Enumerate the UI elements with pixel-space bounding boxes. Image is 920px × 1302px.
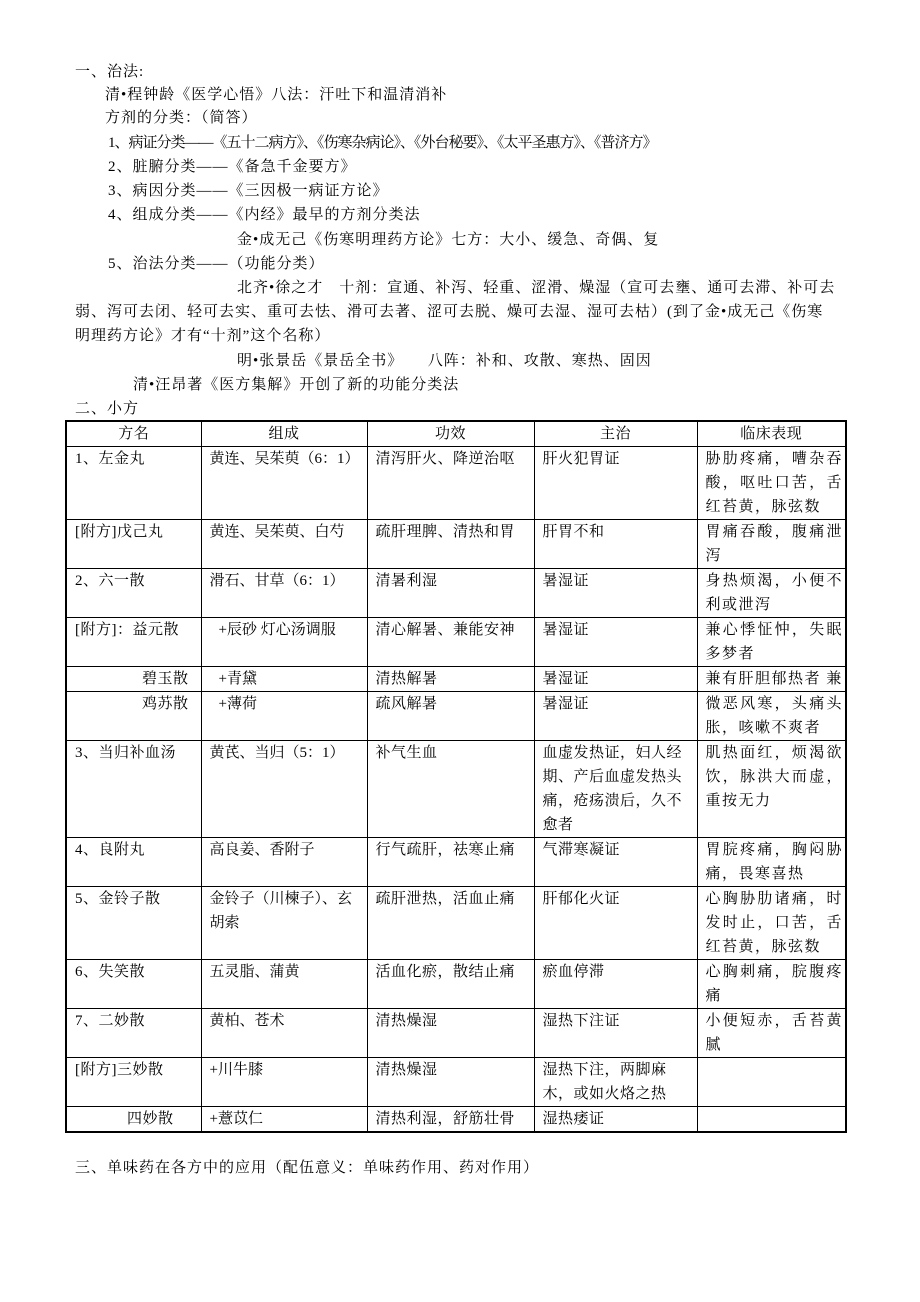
- table-row: [66, 667, 846, 692]
- cell-indication: 暑湿证: [534, 618, 697, 667]
- cell-indication: 血虚发热证，妇人经期、产后血虚发热头痛，疮疡溃后，久不愈者: [534, 741, 697, 838]
- cell-indication: 肝火犯胃证: [534, 447, 697, 520]
- cell-indication: 肝郁化火证: [534, 887, 697, 960]
- category-therapy: 5、治法分类——（功能分类）: [108, 256, 325, 272]
- table-row: [66, 520, 846, 569]
- cell-effect: 清热燥湿: [367, 1009, 534, 1058]
- cell-effect: 疏肝泄热，活血止痛: [367, 887, 534, 960]
- table-row: [66, 1009, 846, 1058]
- cell-name: [附方]三妙散: [66, 1058, 201, 1107]
- section-2-heading: 二、小方: [75, 401, 140, 417]
- cell-clinical: 小便短赤，舌苔黄腻: [697, 1009, 846, 1058]
- cell-clinical: 心胸刺痛，脘腹疼痛: [697, 960, 846, 1009]
- cell-composition: 滑石、甘草（6：1）: [201, 569, 367, 618]
- eight-arrays-line: 明•张景岳《景岳全书》 八阵：补和、攻散、寒热、固因: [237, 353, 652, 369]
- cell-composition: +青黛: [201, 667, 367, 692]
- section-1-heading: 一、治法:: [75, 64, 145, 80]
- cell-clinical: 胃痛吞酸，腹痛泄泻: [697, 520, 846, 569]
- cell-composition: +川牛膝: [201, 1058, 367, 1107]
- ten-formulas-line: 明理药方论》才有“十剂”这个名称）: [75, 328, 331, 344]
- cell-effect: 清热利湿，舒筋壮骨: [367, 1107, 534, 1133]
- header-effect: 功效: [367, 421, 534, 447]
- cell-composition: 黄连、吴茱萸、白芍: [201, 520, 367, 569]
- category-organ: 2、脏腑分类——《备急千金要方》: [108, 159, 357, 175]
- cell-clinical: 兼心悸怔忡，失眠多梦者: [697, 618, 846, 667]
- seven-formulas-line: 金•成无己《伤寒明理药方论》七方：大小、缓急、奇偶、复: [237, 232, 660, 248]
- table-body: [66, 447, 846, 1133]
- cell-indication: 暑湿证: [534, 667, 697, 692]
- table-row: [66, 618, 846, 667]
- cell-composition: +薄荷: [201, 692, 367, 741]
- eight-methods-line: 清•程钟龄《医学心悟》八法：汗吐下和温清消补: [105, 87, 448, 103]
- cell-composition: 黄芪、当归（5：1）: [201, 741, 367, 838]
- table-row: [66, 960, 846, 1009]
- cell-indication: 肝胃不和: [534, 520, 697, 569]
- cell-clinical: 微恶风寒，头痛头胀，咳嗽不爽者: [697, 692, 846, 741]
- cell-name: 5、金铃子散: [66, 887, 201, 960]
- classification-title: 方剂的分类：（简答）: [105, 110, 258, 126]
- cell-clinical: 胃脘疼痛，胸闷胁痛，畏寒喜热: [697, 838, 846, 887]
- cell-name: 1、左金丸: [66, 447, 201, 520]
- header-composition: 组成: [201, 421, 367, 447]
- cell-clinical: [697, 1058, 846, 1107]
- cell-name: 碧玉散: [66, 667, 201, 692]
- cell-composition: +薏苡仁: [201, 1107, 367, 1133]
- cell-composition: 黄连、吴茱萸（6：1）: [201, 447, 367, 520]
- cell-name: 四妙散: [66, 1107, 201, 1133]
- header-row: [66, 421, 846, 447]
- table-row: [66, 838, 846, 887]
- cell-composition: 五灵脂、蒲黄: [201, 960, 367, 1009]
- cell-indication: 暑湿证: [534, 569, 697, 618]
- cell-effect: 活血化瘀，散结止痛: [367, 960, 534, 1009]
- cell-clinical: [697, 1107, 846, 1133]
- cell-name: 7、二妙散: [66, 1009, 201, 1058]
- category-composition: 4、组成分类——《内经》最早的方剂分类法: [108, 207, 421, 223]
- cell-effect: 行气疏肝，祛寒止痛: [367, 838, 534, 887]
- cell-effect: 疏肝理脾、清热和胃: [367, 520, 534, 569]
- table-row: [66, 447, 846, 520]
- table-row: [66, 1058, 846, 1107]
- cell-composition: 黄柏、苍术: [201, 1009, 367, 1058]
- cell-indication: 暑湿证: [534, 692, 697, 741]
- cell-effect: 补气生血: [367, 741, 534, 838]
- new-classification-line: 清•汪昂著《医方集解》开创了新的功能分类法: [133, 377, 460, 393]
- cell-indication: 气滞寒凝证: [534, 838, 697, 887]
- table-row: [66, 1107, 846, 1133]
- cell-effect: 清热燥湿: [367, 1058, 534, 1107]
- cell-name: 6、失笑散: [66, 960, 201, 1009]
- cell-indication: 瘀血停滞: [534, 960, 697, 1009]
- cell-composition: +辰砂 灯心汤调服: [201, 618, 367, 667]
- section-3-heading: 三、单味药在各方中的应用（配伍意义：单味药作用、药对作用）: [75, 1160, 540, 1176]
- cell-clinical: 胁肋疼痛，嘈杂吞酸，呕吐口苦，舌红苔黄，脉弦数: [697, 447, 846, 520]
- cell-effect: 疏风解暑: [367, 692, 534, 741]
- cell-name: 2、六一散: [66, 569, 201, 618]
- header-indication: 主治: [534, 421, 697, 447]
- cell-name: [附方]：益元散: [66, 618, 201, 667]
- table-header: [66, 421, 846, 447]
- header-clinical: 临床表现: [697, 421, 846, 447]
- cell-clinical: 心胸胁肋诸痛，时发时止，口苦，舌红苔黄，脉弦数: [697, 887, 846, 960]
- table-row: [66, 569, 846, 618]
- header-name: 方名: [66, 421, 201, 447]
- ten-formulas-line: 北齐•徐之才 十剂：宣通、补泻、轻重、涩滑、燥湿（宣可去壅、通可去滞、补可去: [237, 280, 836, 296]
- cell-indication: 湿热下注，两脚麻木，或如火烙之热: [534, 1058, 697, 1107]
- cell-indication: 湿热痿证: [534, 1107, 697, 1133]
- cell-effect: 清热解暑: [367, 667, 534, 692]
- cell-indication: 湿热下注证: [534, 1009, 697, 1058]
- cell-name: 4、良附丸: [66, 838, 201, 887]
- cell-effect: 清泻肝火、降逆治呕: [367, 447, 534, 520]
- cell-clinical: 身热烦渴，小便不利或泄泻: [697, 569, 846, 618]
- table-row: [66, 887, 846, 960]
- cell-effect: 清暑利湿: [367, 569, 534, 618]
- cell-name: 3、当归补血汤: [66, 741, 201, 838]
- cell-clinical: 肌热面红，烦渴欲饮，脉洪大而虚，重按无力: [697, 741, 846, 838]
- ten-formulas-line: 弱、泻可去闭、轻可去实、重可去怯、滑可去著、涩可去脱、燥可去湿、湿可去枯）(到了金•成无己《伤寒: [75, 304, 824, 320]
- table-row: [66, 692, 846, 741]
- cell-composition: 高良姜、香附子: [201, 838, 367, 887]
- cell-name: 鸡苏散: [66, 692, 201, 741]
- table-row: [66, 741, 846, 838]
- category-cause: 3、病因分类——《三因极一病证方论》: [108, 183, 389, 199]
- cell-name: [附方]戊己丸: [66, 520, 201, 569]
- cell-composition: 金铃子（川楝子）、玄胡索: [201, 887, 367, 960]
- cell-effect: 清心解暑、兼能安神: [367, 618, 534, 667]
- formula-table: [65, 420, 847, 1133]
- category-disease: 1、病证分类——《五十二病方》、《伤寒杂病论》、《外台秘要》、《太平圣惠方》、《普济方》: [108, 135, 657, 151]
- cell-clinical: 兼有肝胆郁热者 兼: [697, 667, 846, 692]
